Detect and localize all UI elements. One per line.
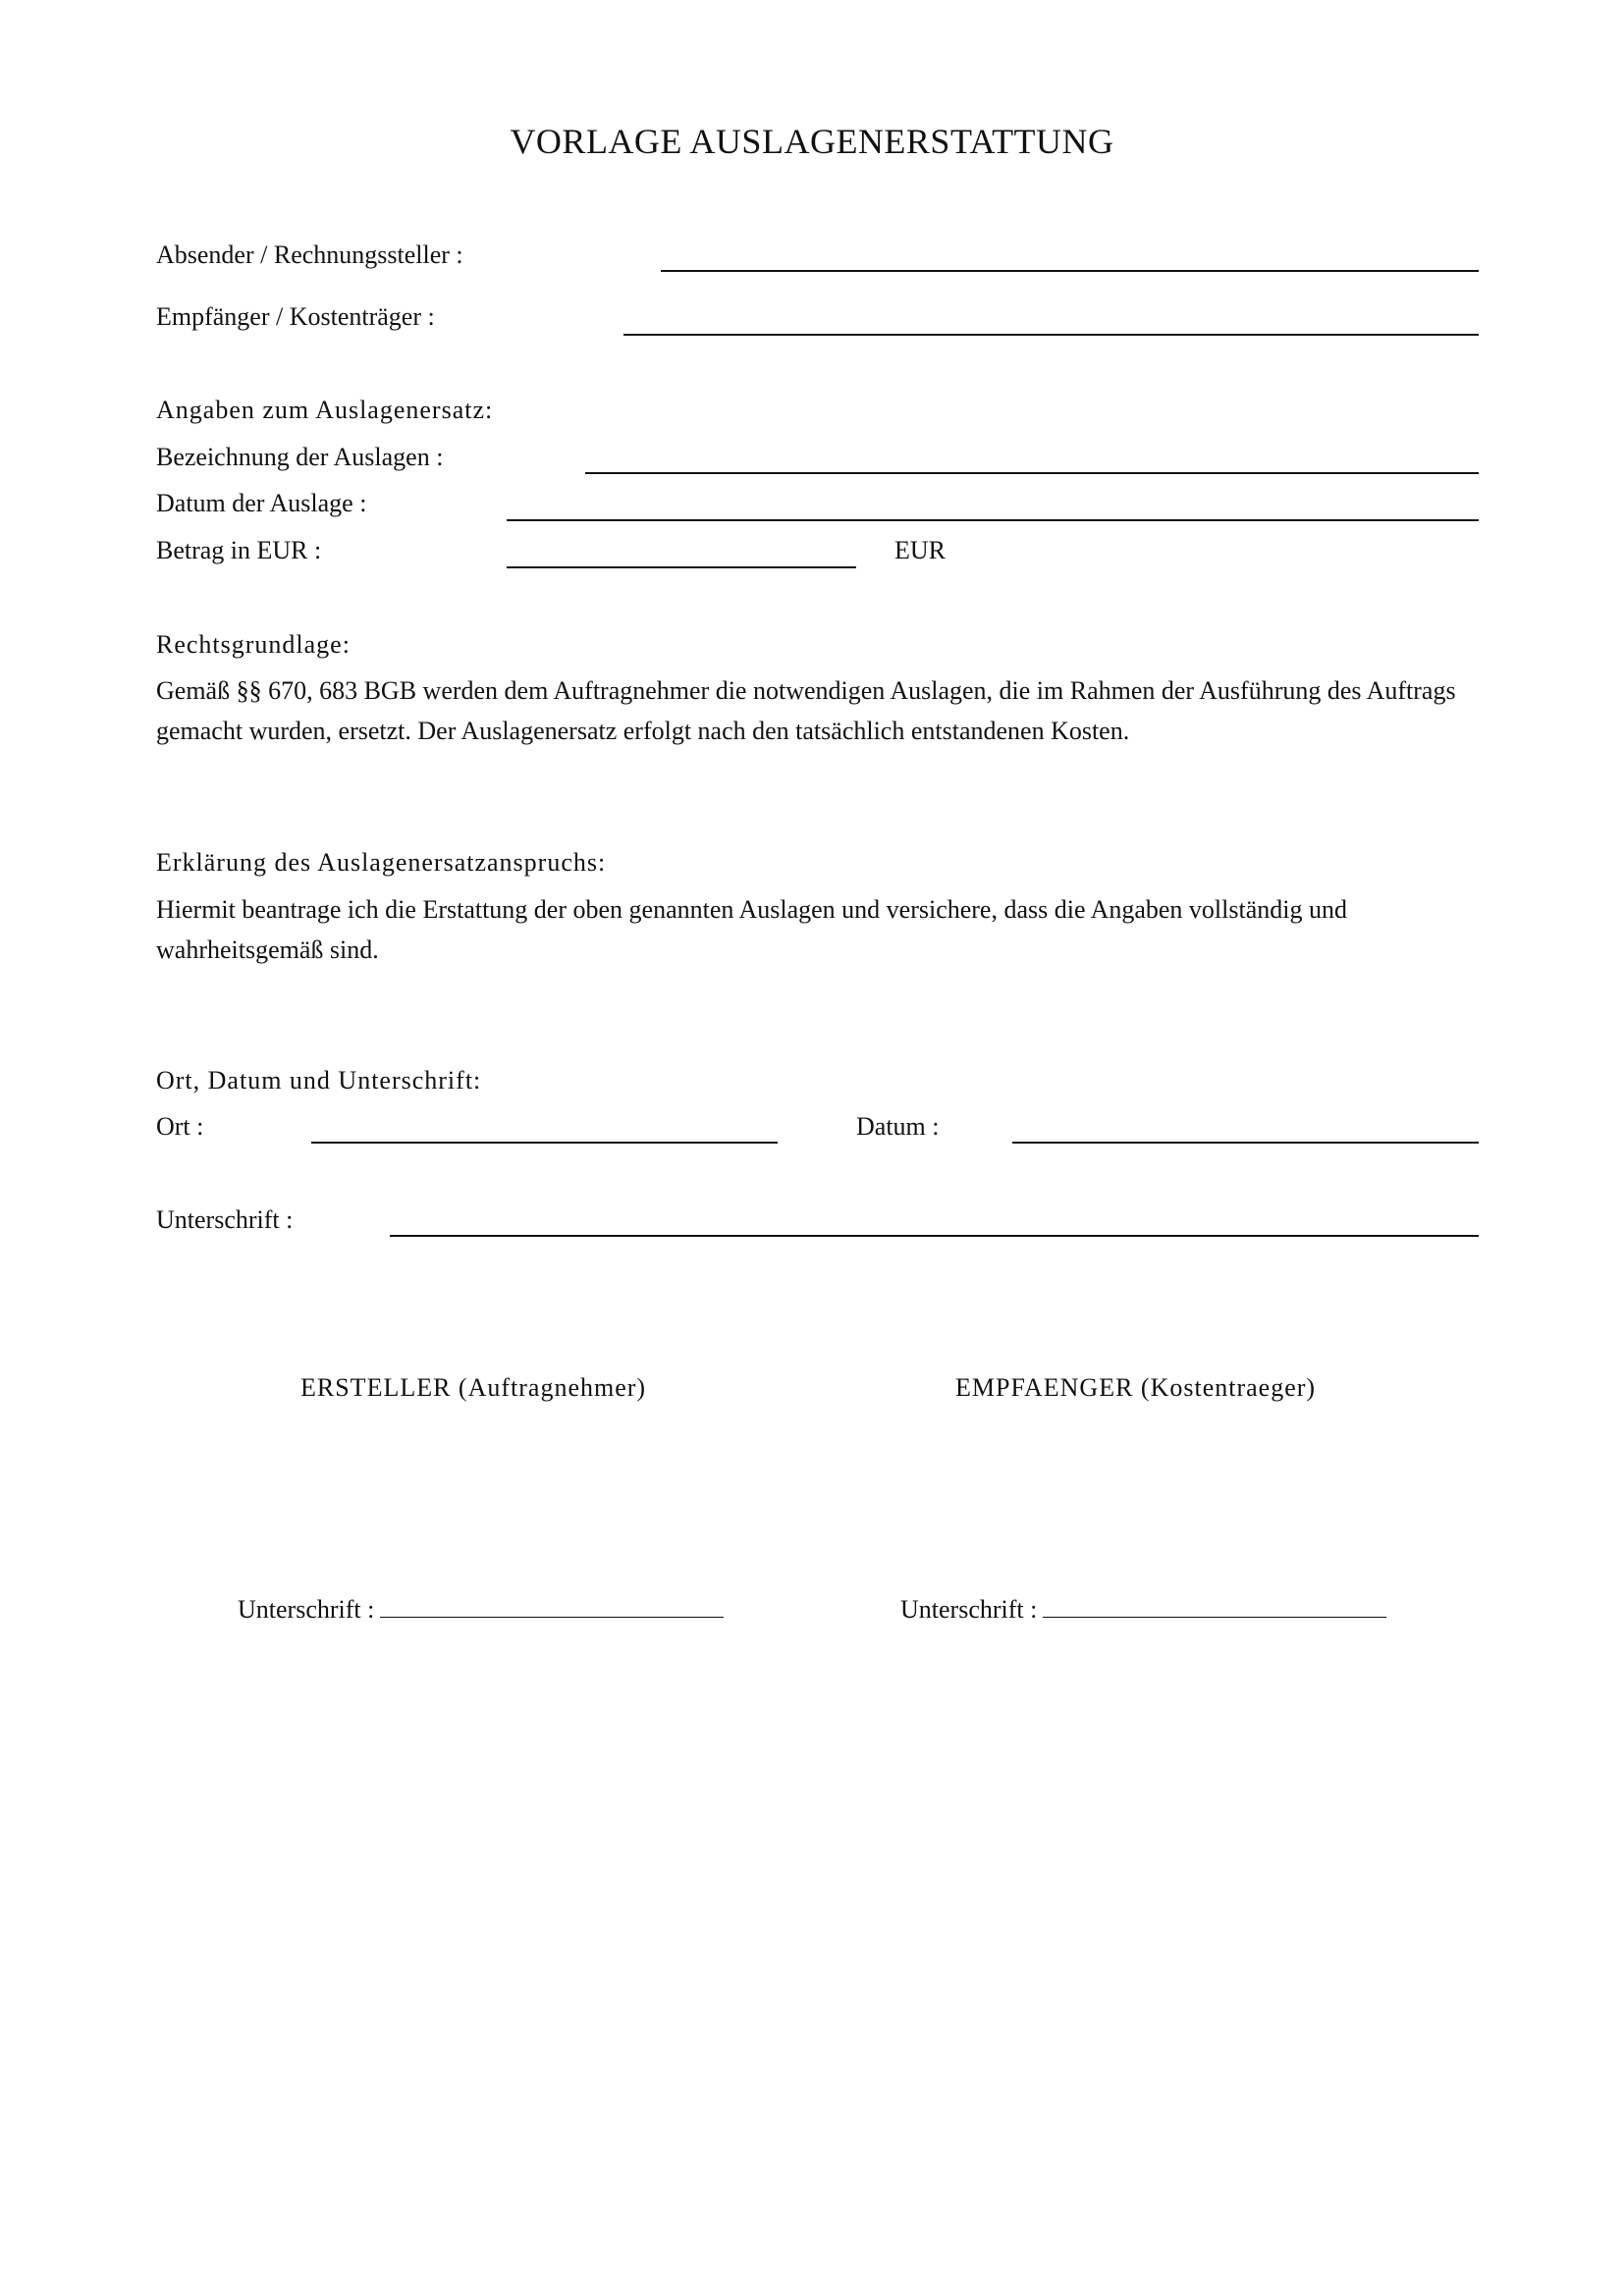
declaration-text: Hiermit beantrage ich die Erstattung der oben genannten Auslagen und versichere, dass die Angaben vollständig und wahrheitsgemäß sind. — [156, 895, 1347, 964]
declaration-heading: Erklärung des Auslagenersatzanspruchs: — [156, 848, 607, 877]
creator-block-title: ERSTELLER (Auftragnehmer) — [300, 1373, 647, 1402]
expense-description-label: Bezeichnung der Auslagen : — [156, 443, 444, 471]
signing-heading: Ort, Datum und Unterschrift: — [156, 1066, 482, 1095]
expense-amount-label: Betrag in EUR : — [156, 536, 322, 564]
signature-input-line[interactable] — [390, 1235, 1479, 1237]
sender-input-line[interactable] — [661, 270, 1479, 272]
recipient-signature-line[interactable] — [1043, 1591, 1386, 1618]
creator-signature-label: Unterschrift : — [238, 1595, 375, 1624]
expense-section-heading: Angaben zum Auslagenersatz: — [156, 396, 494, 424]
creator-signature-line[interactable] — [380, 1591, 724, 1618]
recipient-label: Empfänger / Kostenträger : — [156, 302, 435, 331]
recipient-block-title: EMPFAENGER (Kostentraeger) — [955, 1373, 1317, 1402]
document-title: VORLAGE AUSLAGENERSTATTUNG — [510, 122, 1114, 161]
legal-heading: Rechtsgrundlage: — [156, 630, 351, 659]
expense-date-input-line[interactable] — [507, 519, 1479, 521]
currency-suffix: EUR — [894, 536, 946, 564]
creator-signature-row — [238, 1591, 724, 1626]
sender-label: Absender / Rechnungssteller : — [156, 240, 463, 269]
expense-description-input-line[interactable] — [585, 472, 1479, 474]
signing-date-input-line[interactable] — [1012, 1142, 1479, 1144]
place-input-line[interactable] — [311, 1142, 778, 1144]
legal-text: Gemäß §§ 670, 683 BGB werden dem Auftragnehmer die notwendigen Auslagen, die im Rahmen der Ausführung des Auftrags gemacht wurden, ersetzt. Der Auslagenersatz erfolgt nach den tatsächlich entstandenen Kosten. — [156, 676, 1456, 745]
expense-date-label: Datum der Auslage : — [156, 489, 367, 517]
signing-date-label: Datum : — [856, 1112, 940, 1141]
recipient-input-line[interactable] — [623, 334, 1479, 336]
recipient-signature-row — [900, 1591, 1386, 1626]
expense-amount-input-line[interactable] — [507, 566, 856, 568]
place-label: Ort : — [156, 1112, 204, 1141]
signature-label: Unterschrift : — [156, 1205, 294, 1234]
recipient-signature-label: Unterschrift : — [900, 1595, 1038, 1624]
